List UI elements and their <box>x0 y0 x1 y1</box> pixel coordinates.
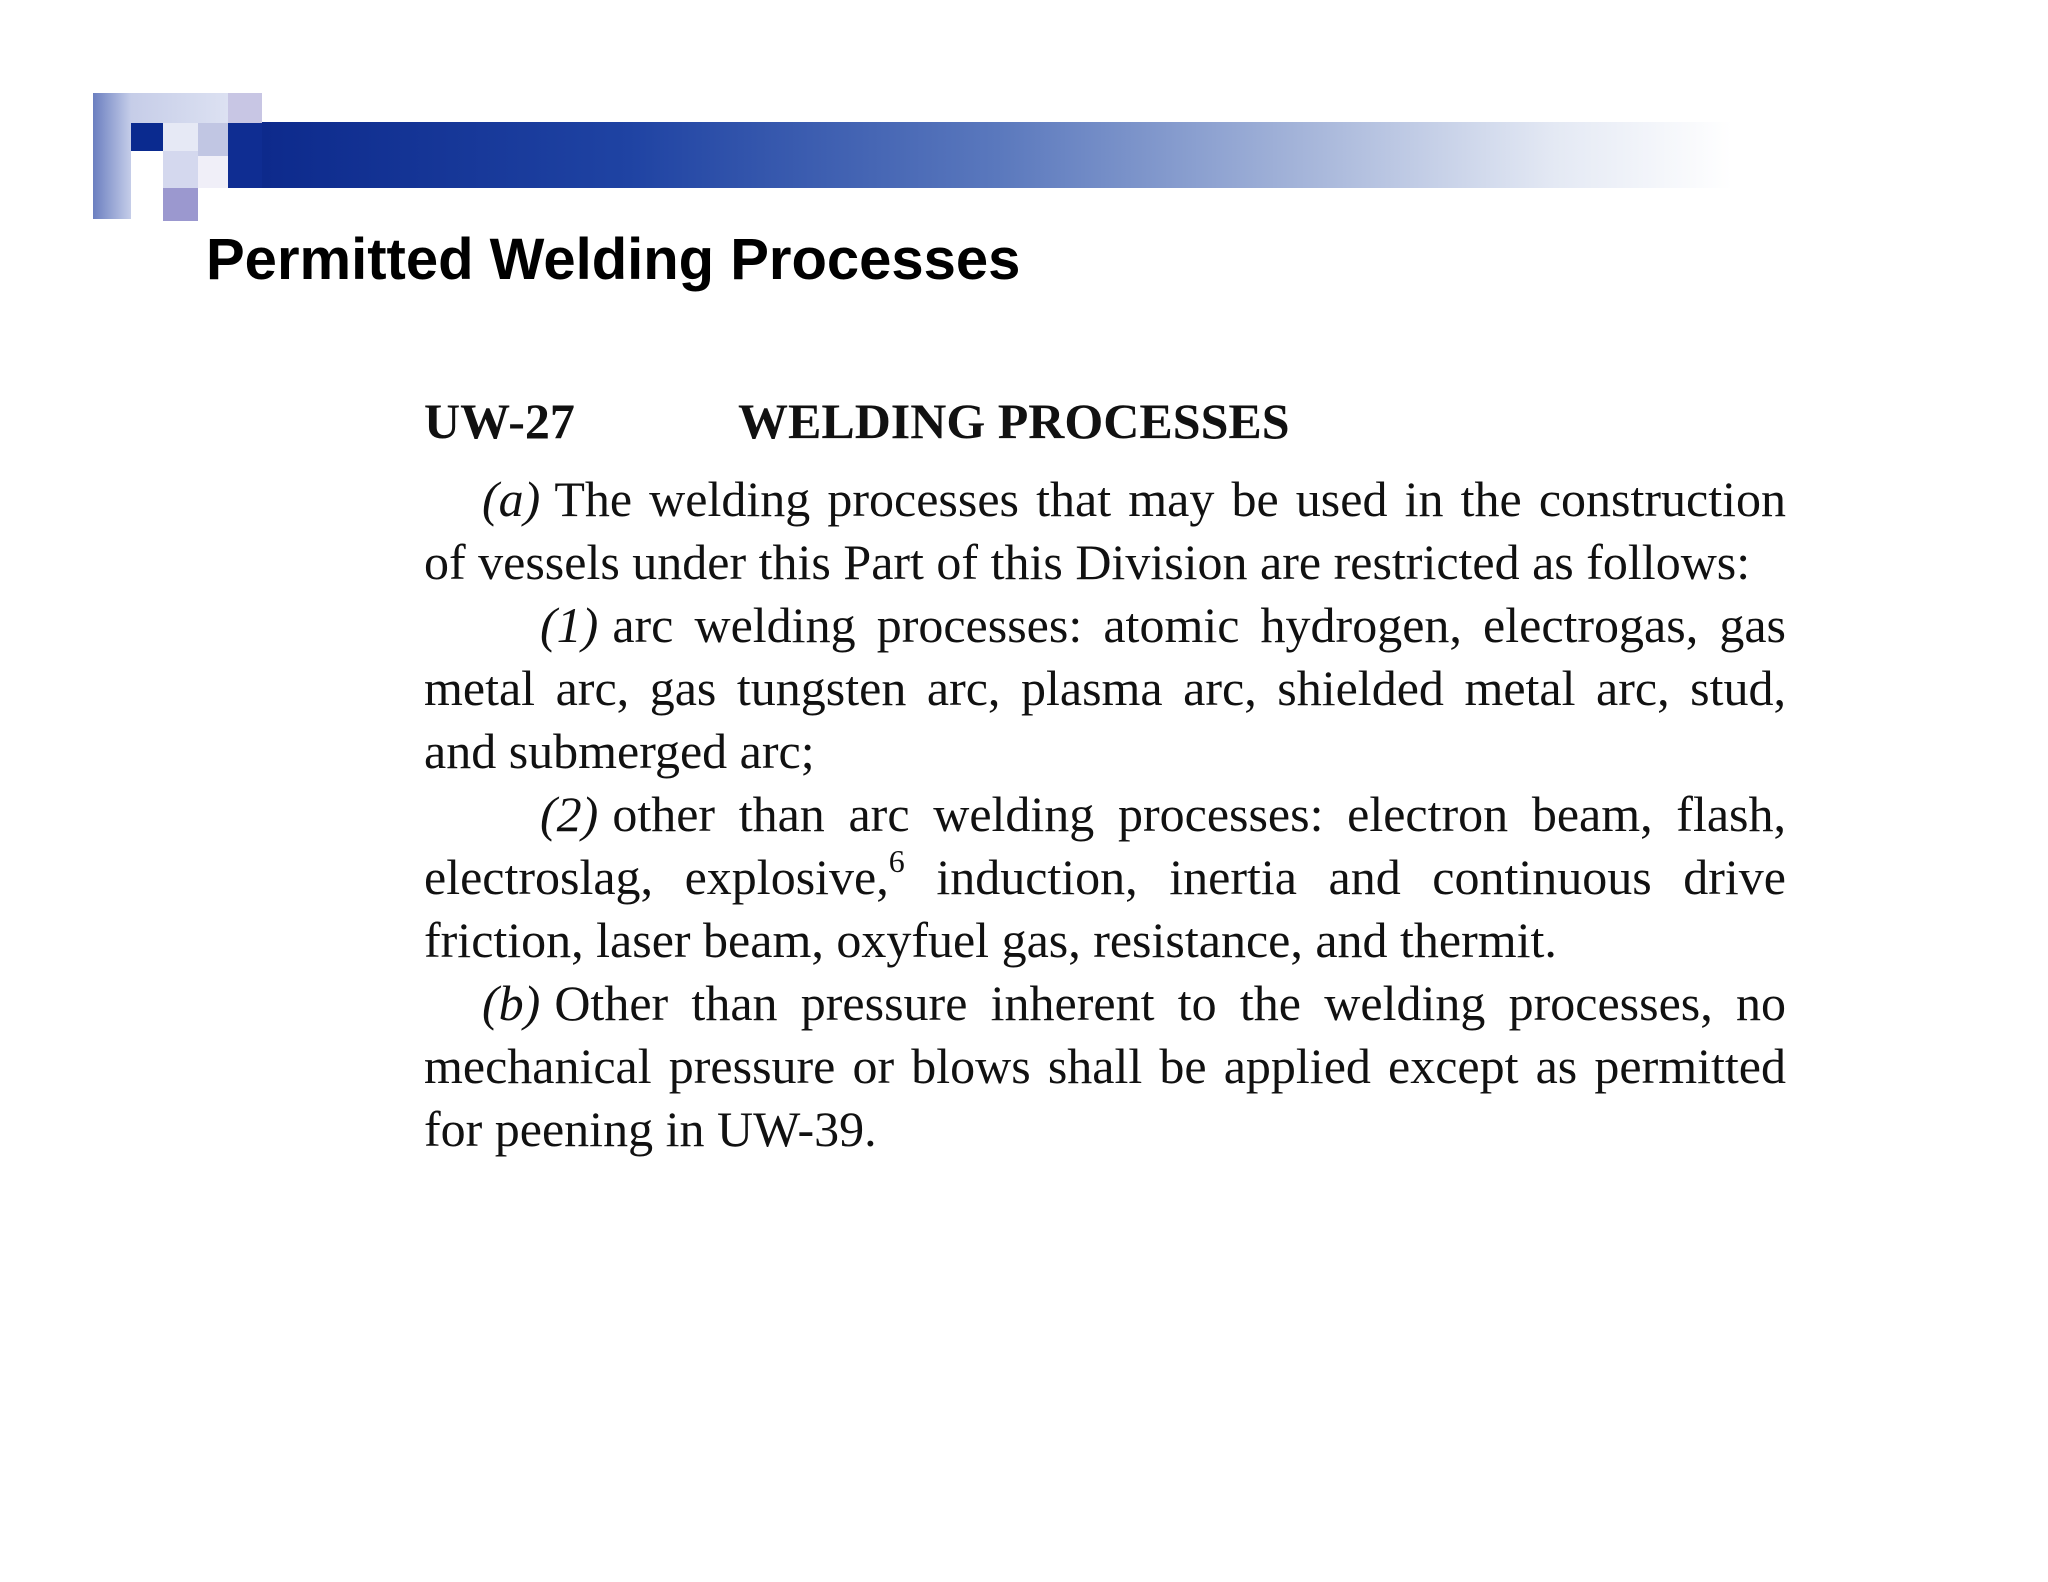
section-heading <box>424 392 1786 468</box>
paragraph-text: Other than pressure inherent to the welding processes, no mechanical pressure or blows shall be applied except as permitted for peening in UW-39. <box>424 975 1786 1157</box>
paragraph-2 <box>424 783 1786 972</box>
paragraph-1 <box>424 594 1786 783</box>
paragraph-label: (2) <box>540 786 599 842</box>
footnote-marker: 6 <box>888 843 905 879</box>
decorative-square <box>93 93 131 219</box>
paragraph-text-continued: induction, inertia and continuous drive friction, laser beam, oxyfuel gas, resistance, and thermit. <box>424 849 1786 968</box>
decorative-square <box>163 151 198 188</box>
paragraph-label: (a) <box>482 471 541 527</box>
decorative-square <box>228 93 262 123</box>
decorative-square <box>198 156 228 188</box>
decorative-square <box>163 123 198 151</box>
decorative-square <box>198 123 228 156</box>
section-title: WELDING PROCESSES <box>738 393 1290 449</box>
paragraph-label: (b) <box>482 975 541 1031</box>
header-gradient-bar <box>262 122 1732 188</box>
paragraph-text: other than arc welding processes: electron beam, flash, electroslag, explosive, <box>424 786 1786 905</box>
paragraph-a <box>424 468 1786 594</box>
code-excerpt <box>424 392 1786 1161</box>
decorative-square <box>131 123 163 151</box>
paragraph-label: (1) <box>540 597 599 653</box>
decorative-square <box>163 188 198 221</box>
paragraph-b <box>424 972 1786 1161</box>
paragraph-text: The welding processes that may be used in the construction of vessels under this Part of this Division are restricted as follows: <box>424 471 1786 590</box>
decorative-square <box>228 123 262 188</box>
section-number: UW-27 <box>424 393 575 449</box>
slide-title: Permitted Welding Processes <box>206 227 1021 292</box>
paragraph-text: arc welding processes: atomic hydrogen, electrogas, gas metal arc, gas tungsten arc, plasma arc, shielded metal arc, stud, and submerged arc; <box>424 597 1786 779</box>
